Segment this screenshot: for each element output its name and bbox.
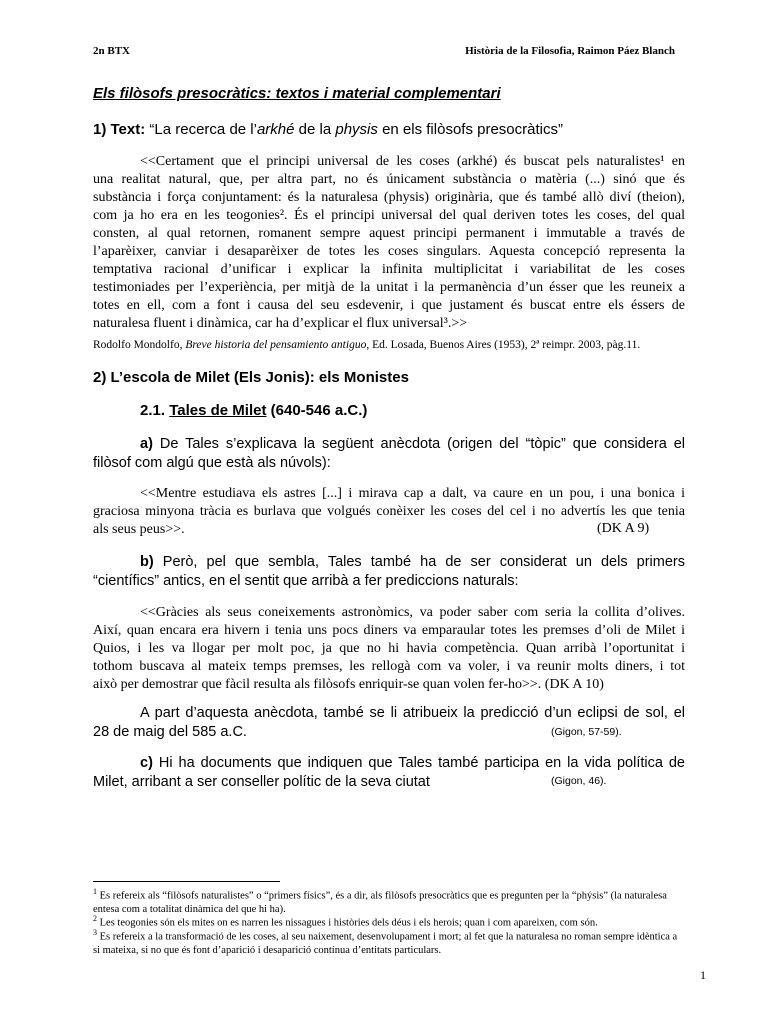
- subsection-number: 2.1.: [140, 402, 166, 419]
- item-b-line: “científics” antics, en el sentit que arribà a fer prediccions naturals:: [93, 573, 519, 589]
- item-a-paragraph: [93, 435, 685, 473]
- item-c-label: c): [140, 755, 153, 771]
- source-citation: [93, 339, 640, 351]
- quote-line: l’aparèixer, canviar i desaparèixer de totes les coses singulars. Aquesta concepció representa la: [93, 244, 685, 259]
- footnote-text: Es refereix a la transformació de les coses, al seu naixement, desenvolupament i mort; al fet que la naturalesa no roman sempre idèntica a si mateixa, si no que és font d’aparició i desaparició contínua d’entitats particulars.: [93, 931, 678, 956]
- quote-line: <<Mentre estudiava els astres [...] i mirava cap a dalt, va caure en un pou, i una bonica i: [140, 486, 685, 501]
- quote-line: substància i força conjuntament: és la naturalesa (physis) originària, que és també allò diví (theion),: [93, 190, 685, 205]
- quote-line: Quios, i les va llogar per molt poc, ja que no hi havia competència. Quan arribà l’oportunitat i: [93, 641, 685, 656]
- section1-heading-part-2: de la: [294, 121, 336, 138]
- eclipse-line: A part d’aquesta anècdota, també se li atribueix la predicció d’un eclipsi de sol, el: [140, 705, 685, 721]
- footnote-number: 3: [93, 928, 97, 937]
- footnote-rule: [93, 881, 280, 882]
- source-book-title: Breve historia del pensamiento antiguo: [185, 339, 367, 351]
- section1-heading-part-1: arkhé: [256, 121, 295, 138]
- page-title: Els filòsofs presocràtics: textos i material complementari: [93, 85, 501, 102]
- footnote-number: 1: [93, 887, 97, 896]
- quote-line: graciosa minyona tràcia es burlava que volgués conèixer les coses del cel i no advertís les que tenia: [93, 504, 685, 519]
- item-a-reference: (DK A 9): [597, 521, 650, 536]
- quote-line: consten, al qual retornen, romanent sempre aquest principi permanent i immutable a través de: [93, 226, 685, 241]
- section1-heading-part-0: “La recerca de l’: [149, 121, 257, 138]
- quote-line: una realitat natural, que, per altra part, no és únicament substància o matèria (...) sinó que és: [93, 172, 685, 187]
- footnote-text: Es refereix als “filòsofs naturalistes” o “primers físics”, és a dir, als filòsofs presocràtics que es pregunten per la “phýsis” (la naturalesa entesa com a totalitat dinàmica del que hi ha).: [93, 890, 667, 915]
- item-a-label: a): [140, 436, 153, 452]
- source-part: Rodolfo Mondolfo,: [93, 339, 186, 351]
- item-a-line: a) De Tales s’explicava la següent anècdota (origen del “tòpic” que considera el: [140, 436, 685, 452]
- item-c-reference: (Gigon, 46).: [551, 775, 607, 787]
- quote-line: testimoniades per l’experiència, per mitjà de la unitat i la permanència d’un ésser que les reuneix a: [93, 280, 685, 295]
- quote-line: <<Certament que el principi universal de les coses (arkhé) és buscat pels naturalistes¹ en: [140, 154, 685, 169]
- eclipse-reference: (Gigon, 57-59).: [551, 726, 622, 738]
- item-b-paragraph: [93, 553, 685, 591]
- section1-quote: [93, 153, 685, 333]
- quote-line: tothom buscava al mateix temps premses, les rellogà com va voler, i va reunir molts diners, i tot: [93, 659, 685, 674]
- quote-line: als seus peus>>.: [93, 522, 185, 537]
- footnote-3: [93, 926, 685, 957]
- page-number: 1: [700, 968, 706, 982]
- header-subject-author: Història de la Filosofia, Raimon Páez Blanch: [465, 45, 675, 57]
- subsection-dates: (640-546 a.C.): [270, 402, 368, 419]
- source-part: , Ed. Losada, Buenos Aires (1953), 2ª reimpr. 2003, pàg.11.: [366, 339, 641, 351]
- item-c-line: c) Hi ha documents que indiquen que Tales també participa en la vida política de: [140, 755, 685, 771]
- quote-line: temptativa racional d’unificar i explicar la infinita multiplicitat i variabilitat de les coses: [93, 262, 685, 277]
- footnote-text: Les teogonies són els mites on es narren les nissagues i històries dels déus i els herois; quan i com apareixen, com són.: [99, 917, 598, 929]
- quote-line: <<Gràcies als seus coneixements astronòmics, va poder saber com seria la collita d’olives.: [140, 605, 685, 620]
- quote-line: Així, quan encara era hivern i tenia uns pocs diners va emparaular totes les premses d’oli de Milet i: [93, 623, 685, 638]
- section1-heading: [93, 121, 563, 138]
- quote-line: naturalesa fluent i dinàmica, car ha d’explicar el flux universal³.>>: [93, 316, 468, 331]
- item-c-line: Milet, arribant a ser conseller polític de la seva ciutat: [93, 774, 430, 790]
- quote-line: totes en ell, com a font i causa del seu esdevenir, i que justament és buscat entre els éssers de: [93, 298, 685, 313]
- section1-label: 1) Text:: [93, 121, 146, 138]
- eclipse-line: 28 de maig del 585 a.C.: [93, 724, 247, 740]
- footnote-1: [93, 885, 685, 916]
- subsection-name: Tales de Milet: [169, 402, 267, 419]
- item-a-line: filòsof com algú que està als núvols):: [93, 455, 331, 471]
- section1-heading-part-3: physis: [335, 121, 378, 138]
- subsection-heading: [140, 402, 367, 419]
- item-b-label: b): [140, 554, 154, 570]
- item-b-line: b) Però, pel que sembla, Tales també ha de ser considerat un dels primers: [140, 554, 685, 570]
- header-course: 2n BTX: [93, 45, 130, 57]
- item-b-quote: [93, 604, 685, 694]
- quote-line: això per demostrar que fàcil resulta als filòsofs enriquir-se quan volen fer-ho>>. (DK A 10): [93, 677, 604, 692]
- section1-heading-part-4: en els filòsofs presocràtics”: [377, 121, 563, 138]
- footnote-number: 2: [93, 914, 97, 923]
- section2-heading: 2) L’escola de Milet (Els Jonis): els Monistes: [93, 369, 409, 386]
- quote-line: com ja ho era en les teogonies². És el principi universal del qual deriven totes les coses, del qual: [93, 208, 685, 223]
